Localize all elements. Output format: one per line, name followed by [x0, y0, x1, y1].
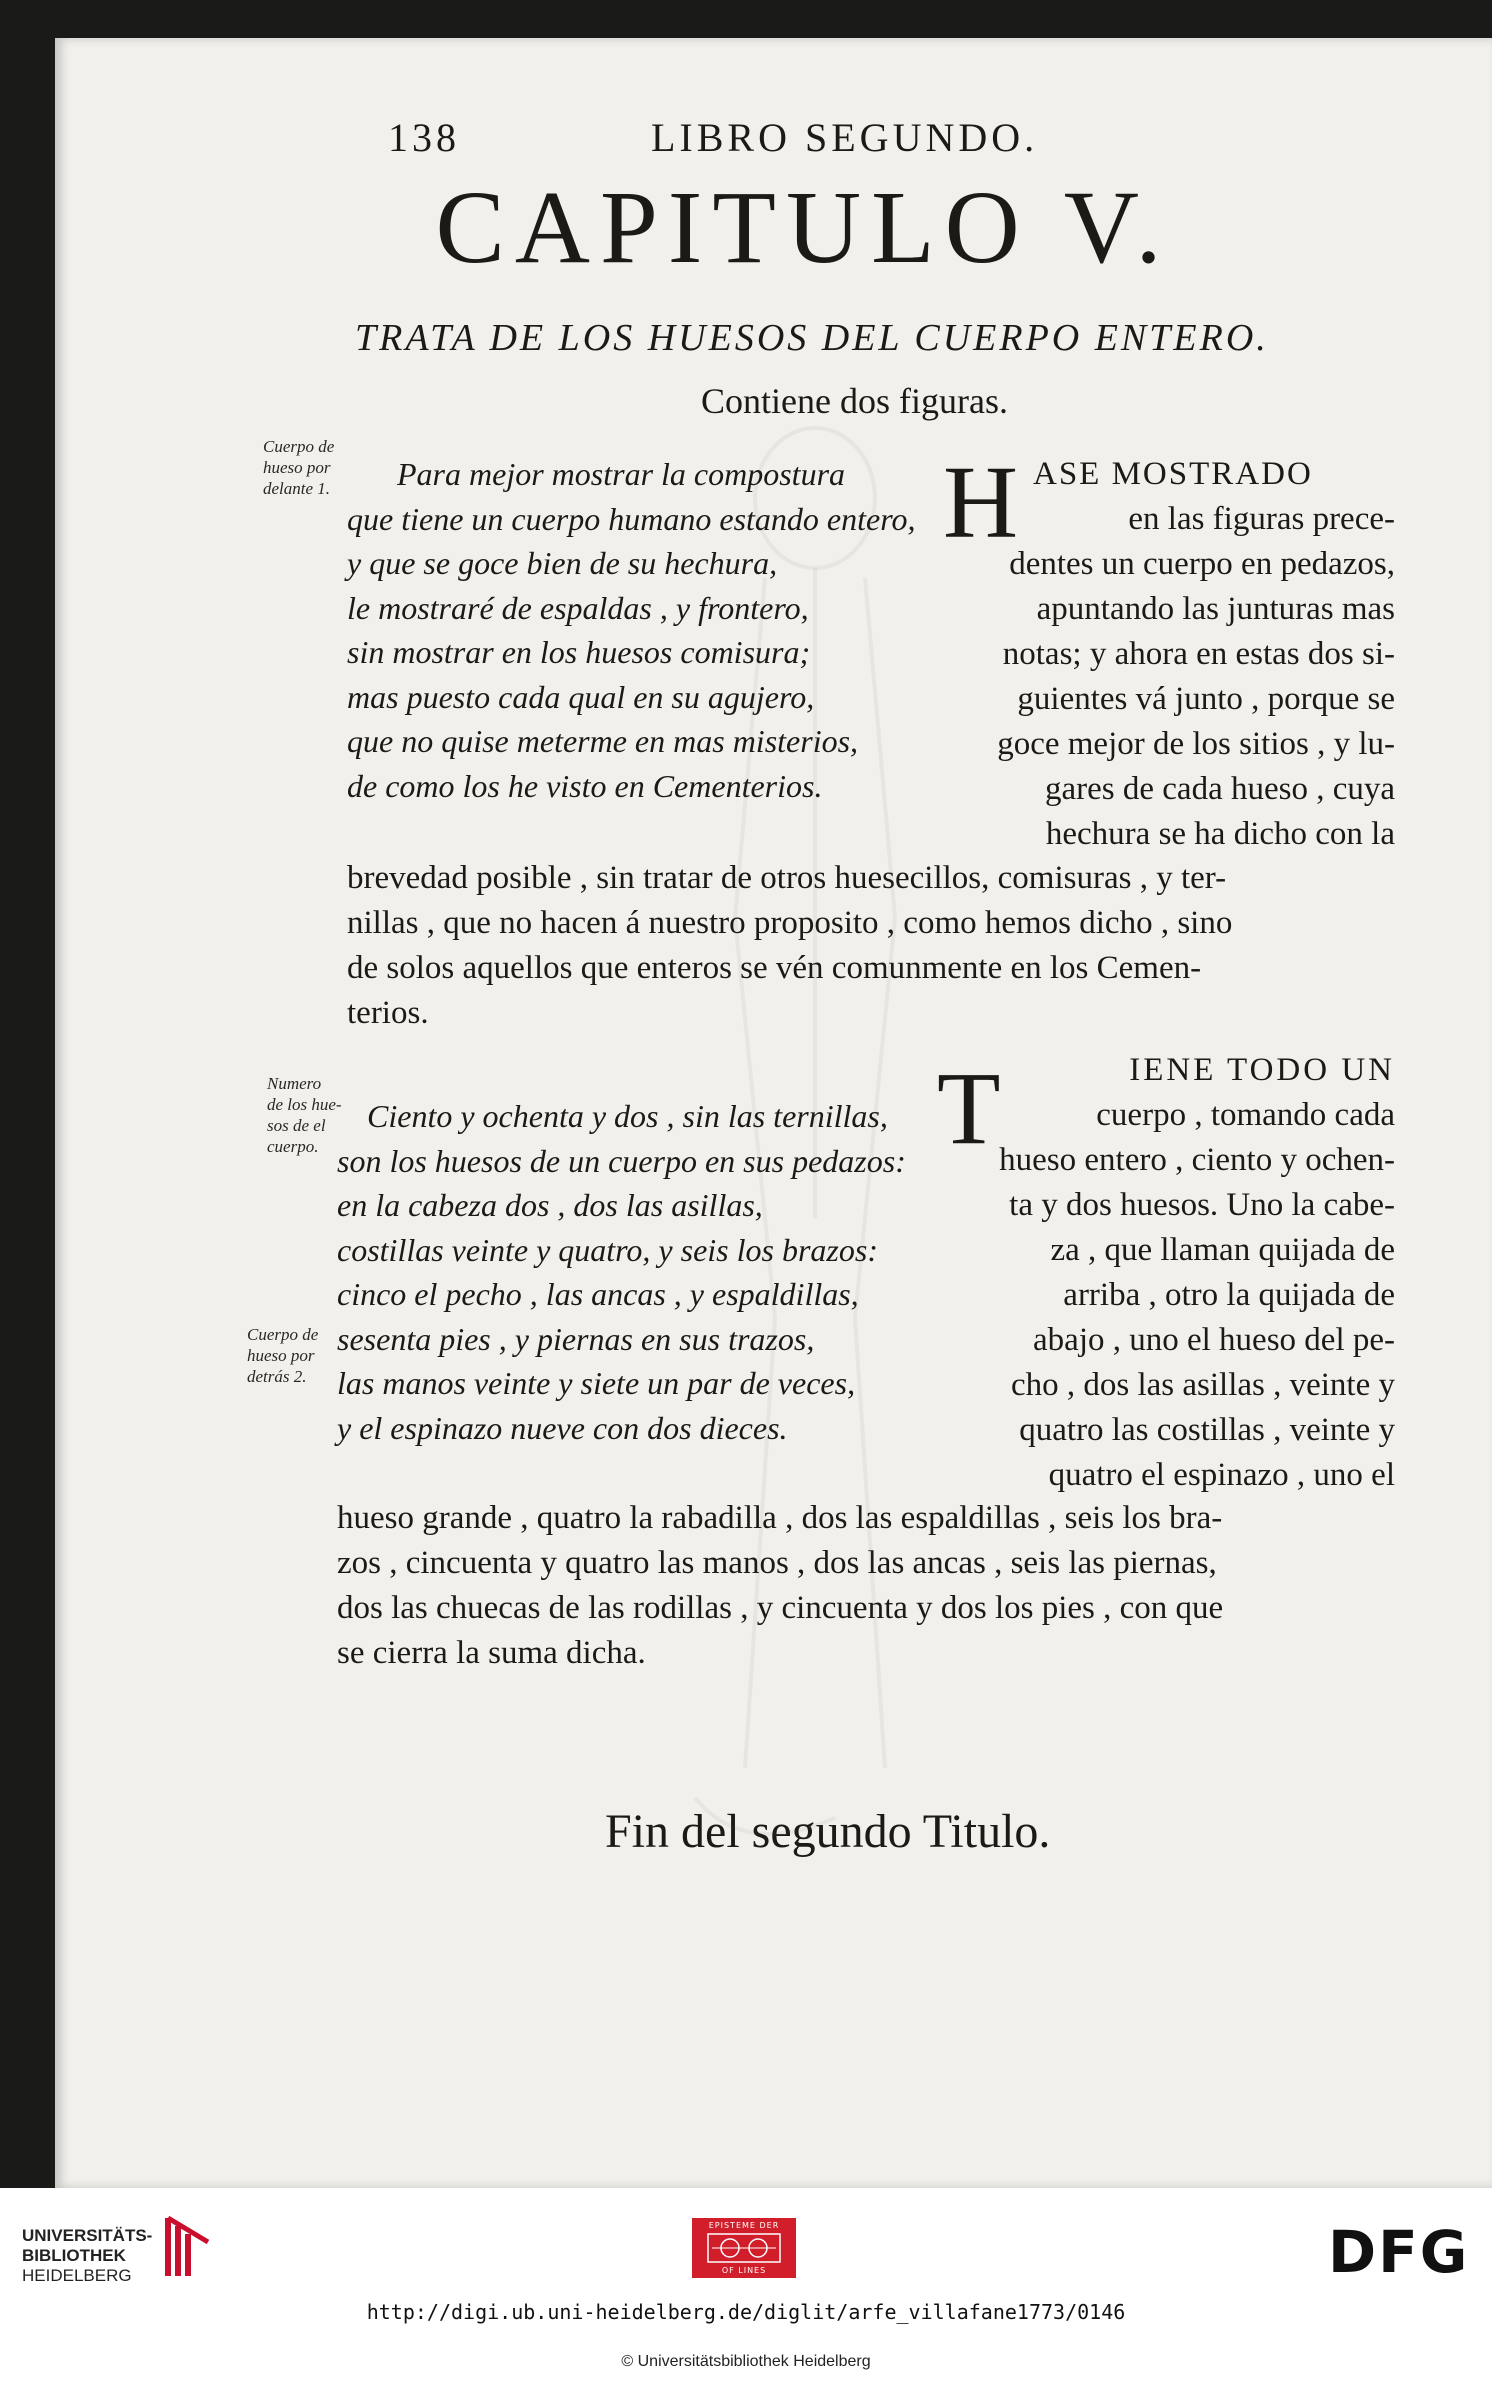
prose-line: hueso entero , ciento y ochen-	[999, 1142, 1395, 1178]
prose-line: terios.	[347, 995, 429, 1031]
library-name: UNIVERSITÄTS- BIBLIOTHEK HEIDELBERG	[22, 2226, 153, 2285]
prose-line: abajo , uno el hueso del pe-	[1033, 1322, 1395, 1358]
prose-line: ASE MOSTRADO	[1033, 456, 1313, 492]
prose-line: cuerpo , tomando cada	[1096, 1097, 1395, 1133]
prose-line: quatro las costillas , veinte y	[1019, 1412, 1395, 1448]
prose-line: goce mejor de los sitios , y lu-	[997, 726, 1395, 762]
show-through-figure	[615, 418, 1015, 1918]
drop-cap-t: T	[937, 1051, 1001, 1166]
prose-line: se cierra la suma dicha.	[337, 1635, 646, 1671]
verse-line: Para mejor mostrar la compostura	[397, 456, 846, 492]
drop-cap-h: H	[943, 445, 1019, 560]
prose-line: en las figuras prece-	[1128, 501, 1395, 537]
prose-line: gares de cada hueso , cuya	[1045, 771, 1395, 807]
epistemes-logo-icon: EPISTEME DER OF LINES	[692, 2218, 796, 2278]
verse-line: las manos veinte y siete un par de veces,	[337, 1365, 856, 1401]
prose-line: nillas , que no hacen á nuestro proposito , como hemos dicho , sino	[347, 905, 1233, 941]
verse-line: sesenta pies , y piernas en sus trazos,	[337, 1320, 815, 1357]
prose-line: hechura se ha dicho con la	[1045, 816, 1395, 852]
chapter-contains-note: Contiene dos figuras.	[701, 381, 1008, 421]
prose-line: dos las chuecas de las rodillas , y cincuenta y dos los pies , con que	[337, 1590, 1224, 1626]
verse-line: cinco el pecho , las ancas , y espaldillas,	[337, 1276, 859, 1312]
verse-line: costillas veinte y quatro, y seis los brazos:	[337, 1231, 878, 1268]
prose-line: dentes un cuerpo en pedazos,	[1009, 546, 1395, 582]
verse-line: que no quise meterme en mas misterios,	[347, 723, 859, 759]
prose-line: IENE TODO UN	[1129, 1052, 1395, 1088]
prose-line: guientes vá junto , porque se	[1017, 681, 1395, 717]
verse-line: y el espinazo nueve con dos dieces.	[337, 1409, 788, 1446]
prose-line: de solos aquellos que enteros se vén comunmente en los Cemen-	[347, 950, 1202, 986]
verse-line: de como los he visto en Cementerios.	[347, 767, 823, 804]
prose-line: hueso grande , quatro la rabadilla , dos las espaldillas , seis los bra-	[337, 1500, 1223, 1536]
digitization-footer	[0, 2188, 1492, 2388]
prose-line: arriba , otro la quijada de	[1063, 1277, 1395, 1313]
verse-line: que tiene un cuerpo humano estando entero,	[347, 500, 916, 537]
section-ending: Fin del segundo Titulo.	[605, 1805, 1051, 1858]
margin-note-front-body: Cuerpo de hueso por delante 1.	[263, 437, 335, 498]
verse-line: mas puesto cada qual en su agujero,	[347, 678, 815, 715]
margin-note-back-body: Cuerpo de hueso por detrás 2.	[247, 1325, 319, 1386]
prose-line: notas; y ahora en estas dos si-	[1002, 636, 1395, 672]
verse-line: Ciento y ochenta y dos , sin las ternillas,	[367, 1098, 888, 1134]
verse-line: son los huesos de un cuerpo en sus pedazos:	[337, 1142, 906, 1179]
verse-line: sin mostrar en los huesos comisura;	[347, 634, 811, 670]
chapter-subtitle: TRATA DE LOS HUESOS DEL CUERPO ENTERO.	[355, 317, 1269, 359]
verse-line: y que se goce bien de su hechura,	[347, 545, 778, 581]
prose-line: zos , cincuenta y quatro las manos , dos las ancas , seis las piernas,	[337, 1545, 1217, 1581]
running-title: LIBRO SEGUNDO.	[651, 115, 1039, 160]
copyright-notice: © Universitätsbibliothek Heidelberg	[621, 2353, 871, 2370]
margin-note-bone-count: Numero de los hue- sos de el cuerpo.	[267, 1074, 342, 1156]
dfg-logo-icon: DFG	[1328, 2218, 1470, 2286]
university-library-logo-icon	[160, 2212, 216, 2282]
prose-line: za , que llaman quijada de	[1050, 1232, 1395, 1268]
verse-line: en la cabeza dos , dos las asillas,	[337, 1187, 763, 1223]
page-number: 138	[388, 115, 460, 160]
prose-line: cho , dos las asillas , veinte y	[1010, 1367, 1395, 1403]
prose-line: ta y dos huesos. Uno la cabe-	[1009, 1187, 1395, 1223]
verse-line: le mostraré de espaldas , y frontero,	[347, 589, 809, 626]
book-page	[55, 38, 1492, 2188]
permalink-url[interactable]: http://digi.ub.uni-heidelberg.de/diglit/arfe_villafane1773/0146	[366, 2300, 1126, 2324]
prose-line: quatro el espinazo , uno el	[1048, 1457, 1395, 1493]
prose-line: apuntando las junturas mas	[1036, 591, 1395, 627]
chapter-title: CAPITULO V.	[435, 170, 1172, 285]
prose-line: brevedad posible , sin tratar de otros huesecillos, comisuras , y ter-	[347, 860, 1227, 896]
